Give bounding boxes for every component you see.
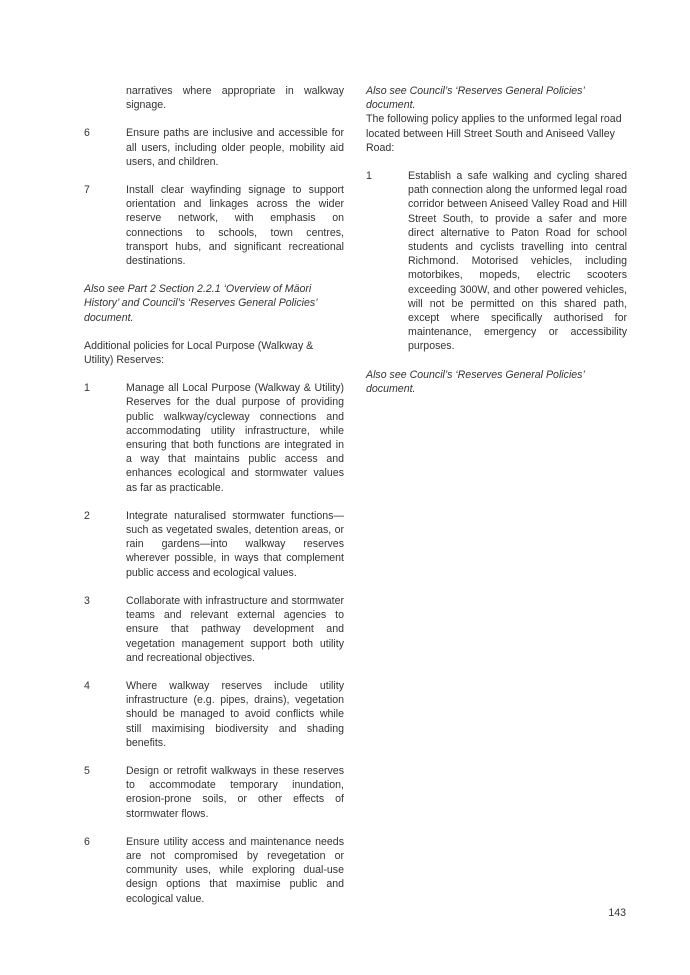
policy-item <box>84 764 344 821</box>
policy-text: Install clear wayfinding signage to support orientation and linkages across the wider reserve network, with emphasis on connections to schools, town centres, transport hubs, and significant recreational destinations. <box>126 184 344 268</box>
policy-number: 1 <box>366 170 372 183</box>
policy-item <box>84 126 344 169</box>
right-column <box>366 84 627 396</box>
policy-number: 3 <box>84 594 90 607</box>
policy-number: 1 <box>84 382 90 395</box>
policy-item <box>366 169 627 354</box>
policy-text: Collaborate with infrastructure and stormwater teams and relevant external agencies to ensure that pathway development and vegetation management support both utility and recreational objectives. <box>126 594 344 664</box>
policy-item <box>84 594 344 665</box>
policy-text: Establish a safe walking and cycling shared path connection along the unformed legal road corridor between Aniseed Valley Road and Hill Street South, to provide a safer and more direct alternative to Paton Road for school students and cyclists travelling into central Richmond. Motorised vehicles, including motorbikes, mopeds, electric scooters exceeding 300W, and other powered vehicles, will not be permitted on this shared path, except where specifically authorised for maintenance, emergency or accessibility purposes. <box>408 170 627 353</box>
see-also-note: Also see Part 2 Section 2.2.1 ‘Overview of Māori History’ and Council’s ‘Reserves General Policies’ document. <box>84 283 317 324</box>
policy-text: Ensure paths are inclusive and accessible for all users, including older people, mobility aid users, and children. <box>126 127 344 168</box>
policy-number: 6 <box>84 127 90 140</box>
see-also-note: Also see Council’s ‘Reserves General Policies’ document. <box>366 85 585 112</box>
left-column <box>84 84 344 906</box>
policy-text: Ensure utility access and maintenance needs are not compromised by revegetation or community uses, while exploring dual-use design options that maximise public and ecological value. <box>126 835 344 905</box>
see-also-note: Also see Council’s ‘Reserves General Policies’ document. <box>366 368 585 395</box>
policy-text: Integrate naturalised stormwater functions—such as vegetated swales, detention areas, or rain gardens—into walkway reserves wherever possible, in ways that complement public access and ecological values. <box>126 509 344 579</box>
policy-item <box>84 183 344 268</box>
section-intro: The following policy applies to the unformed legal road located between Hill Street South and Aniseed Valley Road: <box>366 113 622 154</box>
policy-text: Design or retrofit walkways in these reserves to accommodate temporary inundation, erosion-prone soils, or other effects of stormwater flows. <box>126 764 344 820</box>
policy-item <box>84 381 344 495</box>
policy-text: Where walkway reserves include utility infrastructure (e.g. pipes, drains), vegetation should be managed to avoid conflicts while still maximising biodiversity and shading benefits. <box>126 679 344 749</box>
policy-number: 7 <box>84 184 90 197</box>
policy-item <box>84 509 344 580</box>
policy-item <box>84 835 344 906</box>
continuation-text: narratives where appropriate in walkway signage. <box>126 85 344 112</box>
policy-number: 4 <box>84 679 90 692</box>
policy-number: 2 <box>84 509 90 522</box>
policy-text: Manage all Local Purpose (Walkway & Utility) Reserves for the dual purpose of providing public walkway/cycleway connections and accommodating utility infrastructure, while ensuring that both functions are integrated in a way that maintains public access and enhances ecological and stormwater values as far as practicable. <box>126 382 344 494</box>
policy-number: 5 <box>84 764 90 777</box>
policy-number: 6 <box>84 835 90 848</box>
section-intro: Additional policies for Local Purpose (Walkway & Utility) Reserves: <box>84 339 314 367</box>
policy-item <box>84 679 344 750</box>
page-number: 143 <box>608 907 626 919</box>
